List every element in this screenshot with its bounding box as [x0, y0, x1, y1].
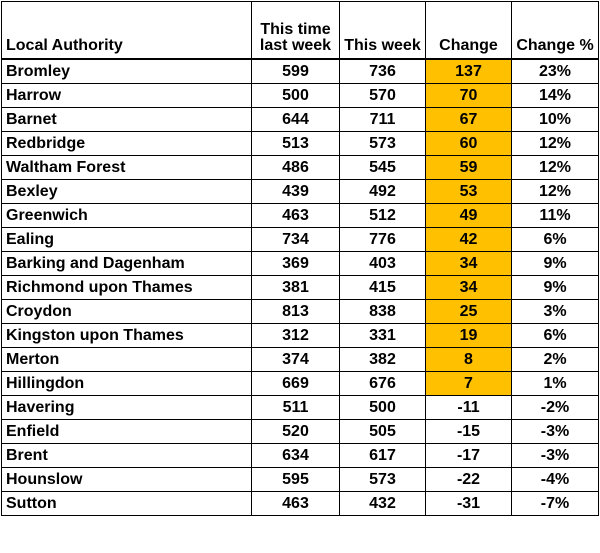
- header-this-week: This week: [340, 2, 426, 60]
- this-week-cell: 776: [340, 228, 426, 252]
- this-week-cell: 676: [340, 372, 426, 396]
- authority-cell: Hillingdon: [2, 372, 252, 396]
- last-week-cell: 599: [252, 59, 340, 84]
- table-row: [2, 468, 599, 492]
- authority-cell: Barnet: [2, 108, 252, 132]
- this-week-cell: 838: [340, 300, 426, 324]
- table-row: [2, 492, 599, 516]
- authority-cell: Waltham Forest: [2, 156, 252, 180]
- this-week-cell: 415: [340, 276, 426, 300]
- change-percent-cell: 9%: [512, 276, 599, 300]
- authority-cell: Harrow: [2, 84, 252, 108]
- authority-cell: Barking and Dagenham: [2, 252, 252, 276]
- last-week-cell: 463: [252, 492, 340, 516]
- change-cell: 25: [426, 300, 512, 324]
- change-cell: -11: [426, 396, 512, 420]
- change-cell: 34: [426, 276, 512, 300]
- authority-cell: Bexley: [2, 180, 252, 204]
- authority-cell: Redbridge: [2, 132, 252, 156]
- last-week-cell: 374: [252, 348, 340, 372]
- change-cell: 34: [426, 252, 512, 276]
- header-this-time-last-week: This time last week: [252, 2, 340, 60]
- table-row: [2, 108, 599, 132]
- this-week-cell: 545: [340, 156, 426, 180]
- authority-cell: Sutton: [2, 492, 252, 516]
- change-cell: 49: [426, 204, 512, 228]
- change-cell: -22: [426, 468, 512, 492]
- this-week-cell: 403: [340, 252, 426, 276]
- this-week-cell: 711: [340, 108, 426, 132]
- change-percent-cell: -3%: [512, 444, 599, 468]
- change-cell: 70: [426, 84, 512, 108]
- last-week-cell: 369: [252, 252, 340, 276]
- change-percent-cell: 2%: [512, 348, 599, 372]
- change-percent-cell: 1%: [512, 372, 599, 396]
- this-week-cell: 512: [340, 204, 426, 228]
- table-row: [2, 132, 599, 156]
- table-row: [2, 396, 599, 420]
- change-percent-cell: 10%: [512, 108, 599, 132]
- this-week-cell: 573: [340, 468, 426, 492]
- header-local-authority: Local Authority: [2, 2, 252, 60]
- change-percent-cell: 6%: [512, 228, 599, 252]
- this-week-cell: 382: [340, 348, 426, 372]
- table-row: [2, 228, 599, 252]
- change-percent-cell: 12%: [512, 180, 599, 204]
- last-week-cell: 381: [252, 276, 340, 300]
- table-row: [2, 420, 599, 444]
- change-percent-cell: 14%: [512, 84, 599, 108]
- this-week-cell: 736: [340, 59, 426, 84]
- change-percent-cell: -4%: [512, 468, 599, 492]
- change-cell: 19: [426, 324, 512, 348]
- change-percent-cell: -2%: [512, 396, 599, 420]
- authority-cell: Hounslow: [2, 468, 252, 492]
- this-week-cell: 432: [340, 492, 426, 516]
- this-week-cell: 573: [340, 132, 426, 156]
- this-week-cell: 500: [340, 396, 426, 420]
- authority-cell: Havering: [2, 396, 252, 420]
- table-row: [2, 156, 599, 180]
- change-cell: 67: [426, 108, 512, 132]
- change-cell: 8: [426, 348, 512, 372]
- last-week-cell: 595: [252, 468, 340, 492]
- change-cell: 42: [426, 228, 512, 252]
- this-week-cell: 331: [340, 324, 426, 348]
- header-change: Change: [426, 2, 512, 60]
- table-row: [2, 252, 599, 276]
- table-row: [2, 276, 599, 300]
- change-percent-cell: 23%: [512, 59, 599, 84]
- table-row: [2, 84, 599, 108]
- change-percent-cell: -7%: [512, 492, 599, 516]
- change-percent-cell: 11%: [512, 204, 599, 228]
- last-week-cell: 644: [252, 108, 340, 132]
- change-cell: 59: [426, 156, 512, 180]
- table-row: [2, 180, 599, 204]
- last-week-cell: 511: [252, 396, 340, 420]
- authority-cell: Brent: [2, 444, 252, 468]
- authority-cell: Merton: [2, 348, 252, 372]
- table-row: [2, 59, 599, 84]
- table-row: [2, 372, 599, 396]
- header-row: [2, 2, 599, 60]
- change-percent-cell: -3%: [512, 420, 599, 444]
- last-week-cell: 439: [252, 180, 340, 204]
- this-week-cell: 505: [340, 420, 426, 444]
- authority-cell: Croydon: [2, 300, 252, 324]
- authority-cell: Kingston upon Thames: [2, 324, 252, 348]
- last-week-cell: 634: [252, 444, 340, 468]
- authority-cell: Richmond upon Thames: [2, 276, 252, 300]
- this-week-cell: 492: [340, 180, 426, 204]
- change-percent-cell: 9%: [512, 252, 599, 276]
- change-percent-cell: 6%: [512, 324, 599, 348]
- table-row: [2, 324, 599, 348]
- last-week-cell: 513: [252, 132, 340, 156]
- weekly-change-table: [1, 1, 599, 516]
- last-week-cell: 500: [252, 84, 340, 108]
- table-row: [2, 204, 599, 228]
- last-week-cell: 486: [252, 156, 340, 180]
- authority-cell: Ealing: [2, 228, 252, 252]
- change-cell: 60: [426, 132, 512, 156]
- change-percent-cell: 3%: [512, 300, 599, 324]
- change-cell: 53: [426, 180, 512, 204]
- change-cell: -17: [426, 444, 512, 468]
- table-row: [2, 444, 599, 468]
- last-week-cell: 734: [252, 228, 340, 252]
- authority-cell: Enfield: [2, 420, 252, 444]
- change-percent-cell: 12%: [512, 132, 599, 156]
- last-week-cell: 520: [252, 420, 340, 444]
- authority-cell: Bromley: [2, 59, 252, 84]
- last-week-cell: 813: [252, 300, 340, 324]
- change-cell: -15: [426, 420, 512, 444]
- last-week-cell: 463: [252, 204, 340, 228]
- this-week-cell: 570: [340, 84, 426, 108]
- last-week-cell: 669: [252, 372, 340, 396]
- table-row: [2, 300, 599, 324]
- change-cell: 7: [426, 372, 512, 396]
- authority-cell: Greenwich: [2, 204, 252, 228]
- table-row: [2, 348, 599, 372]
- change-percent-cell: 12%: [512, 156, 599, 180]
- header-change-percent: Change %: [512, 2, 599, 60]
- this-week-cell: 617: [340, 444, 426, 468]
- change-cell: 137: [426, 59, 512, 84]
- change-cell: -31: [426, 492, 512, 516]
- last-week-cell: 312: [252, 324, 340, 348]
